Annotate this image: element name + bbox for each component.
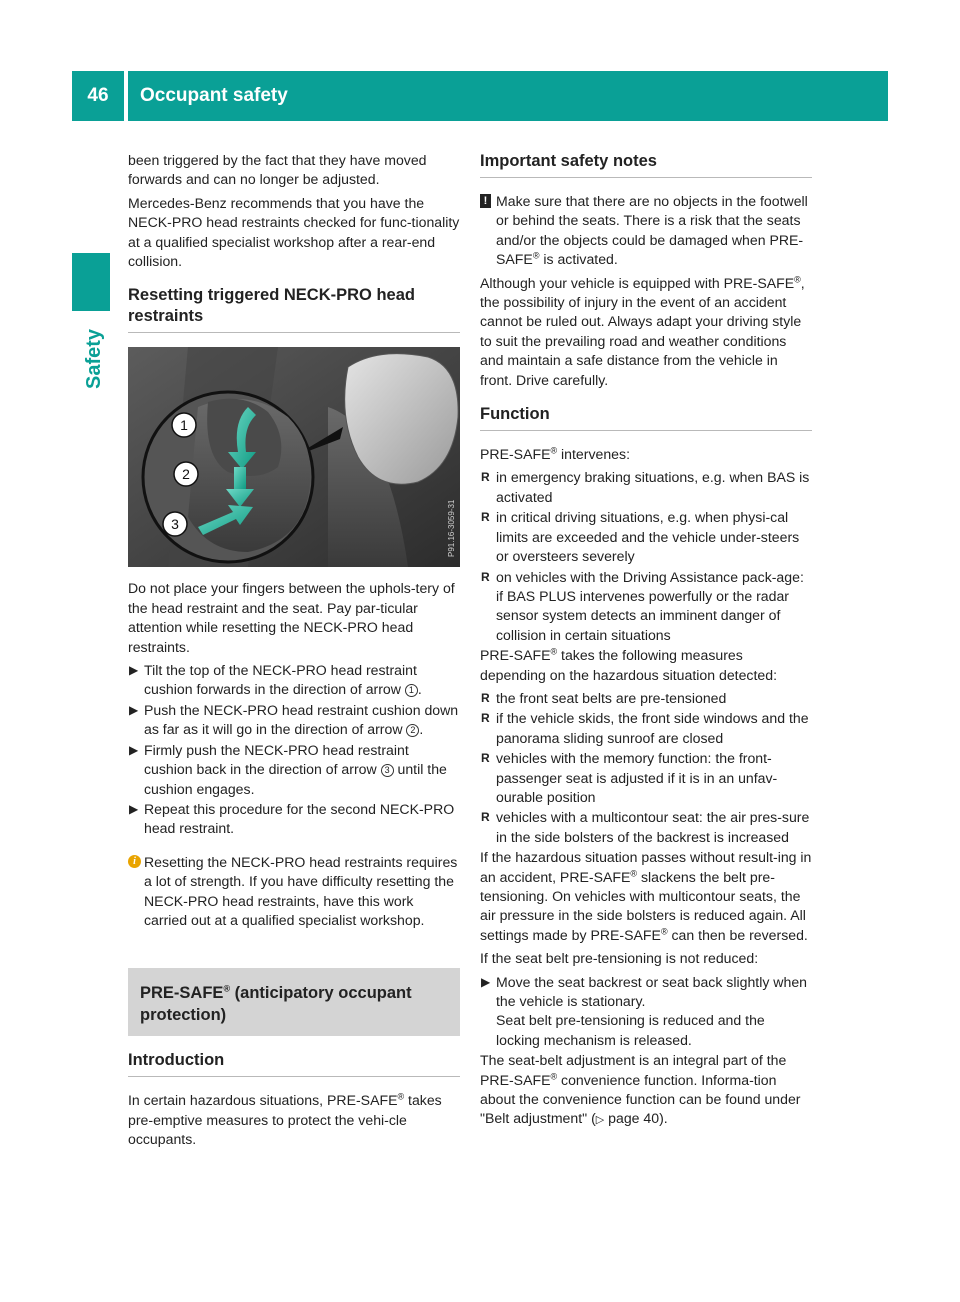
step-item: ▶ Repeat this procedure for the second NECK-PRO head restraint. [129, 800, 455, 837]
paragraph-intro-2: Mercedes-Benz recommends that you have the NECK-PRO head restraints checked for func-tionality at a qualified specialist workshop after a rear-end collision. [128, 194, 460, 270]
svg-text:1: 1 [180, 417, 188, 434]
step-item: ▶ Tilt the top of the NECK-PRO head restraint cushion forwards in the direction of arrow 1 . [129, 662, 422, 698]
head-restraint-illustration [128, 347, 460, 567]
paragraph-passes: If the hazardous situation passes without result-ing in an accident, PRE-SAFE® slackens the belt pre-tensioning. On vehicles with multicontour seats, the air pressure in the side bolsters is reduced again. All settings made by PRE-SAFE® can then be reversed. [480, 849, 812, 943]
header-separator [124, 71, 128, 121]
warning-icon: ! [480, 194, 491, 208]
info-note: i Resetting the NECK-PRO head restraints requires a lot of strength. If you have difficulty resetting the NECK-PRO head restraints, have this work carried out at a qualified specialist workshop. [128, 853, 460, 931]
list-item: R on vehicles with the Driving Assistance pack-age: if BAS PLUS intervenes powerfully or the radar sensor system detects an imminent danger of collision in certain situations [481, 568, 804, 643]
svg-text:2: 2 [182, 466, 190, 483]
list-item: R vehicles with a multicontour seat: the air pres-sure in the side bolsters of the backrest is increased [481, 809, 810, 845]
right-column [480, 151, 812, 1135]
list-item: R if the vehicle skids, the front side windows and the panorama sliding sunroof are closed [481, 710, 809, 746]
introduction-paragraph: In certain hazardous situations, PRE-SAFE® takes pre-emptive measures to protect the vehi-cle occupants. [128, 1091, 442, 1148]
step-arrow-icon: ▶ [129, 702, 139, 717]
warning-note: ! Make sure that there are no objects in the footwell or behind the seats. There is a risk that the seats and/or the objects could be damaged when PRE-SAFE® is activated. [480, 192, 812, 270]
measures-list [480, 689, 812, 847]
chapter-title: Occupant safety [140, 85, 288, 106]
reset-steps [128, 661, 460, 839]
paragraph-integral: The seat-belt adjustment is an integral part of the PRE-SAFE® convenience function. Informa-tion about the convenience function can be found under "Belt adjustment" (▷ page 40). [480, 1052, 801, 1127]
list-item: R in critical driving situations, e.g. when physi-cal limits are exceeded and the vehicle under-steers or oversteers severely [481, 509, 800, 565]
arrow-number-badge: 3 [381, 764, 394, 777]
page-number: 46 [87, 85, 109, 106]
intervene-list [480, 468, 812, 645]
info-icon: i [128, 855, 141, 868]
list-item: R in emergency braking situations, e.g. when BAS is activated [481, 469, 810, 505]
paragraph-although: Although your vehicle is equipped with PRE-SAFE®, the possibility of injury in the event of an accident cannot be ruled out. Always adapt your driving style to suit the prevailing road and weather conditions and maintain a safe distance from the vehicle in front. Drive carefully. [480, 273, 805, 388]
list-item: R vehicles with the memory function: the front-passenger seat is adjusted if it is in an unfav-ourable position [481, 750, 778, 805]
pre-safe-section-box [128, 968, 460, 1036]
step-arrow-icon: ▶ [129, 742, 139, 757]
left-column [128, 151, 460, 1154]
figure-code: P91.16-3059-31 [447, 500, 456, 558]
side-tab-block [72, 253, 110, 311]
paragraph-not-reduced: If the seat belt pre-tensioning is not reduced: [480, 950, 759, 967]
step-item: ▶ Firmly push the NECK-PRO head restraint cushion back in the direction of arrow 3 until the cushion engages. [129, 741, 447, 797]
step-item: ▶ Push the NECK-PRO head restraint cushion down as far as it will go in the direction of arrow 2 . [129, 701, 459, 738]
page-reference-arrow-icon: ▷ [595, 1114, 605, 1127]
page-reference-link[interactable]: page 40 [608, 1110, 660, 1127]
callout-1 [172, 413, 196, 437]
callout-2 [174, 462, 198, 486]
heading-important-safety-notes: Important safety notes [480, 151, 812, 178]
heading-resetting: Resetting triggered NECK-PRO head restraints [128, 285, 460, 333]
list-item: R the front seat belts are pre-tensioned [481, 689, 727, 706]
caution-paragraph: Do not place your fingers between the uphols-tery of the head restraint and the seat. Pay par-ticular attention while resetting the NECK-PRO head restraints. [128, 580, 455, 655]
arrow-number-badge: 2 [406, 724, 419, 737]
arrow-number-badge: 1 [405, 684, 418, 697]
heading-introduction: Introduction [128, 1050, 460, 1077]
step-arrow-icon: ▶ [129, 663, 139, 678]
step-arrow-icon: ▶ [129, 801, 139, 816]
step-arrow-icon: ▶ [481, 974, 491, 989]
paragraph-intervenes: PRE-SAFE® intervenes: [480, 445, 630, 463]
callout-3 [163, 512, 187, 536]
heading-function: Function [480, 404, 812, 431]
step-item: ▶ Move the seat backrest or seat back slightly when the vehicle is stationary. Seat belt pre-tensioning is reduced and the locking mechanism is released. [481, 973, 807, 1048]
head-restraint-figure [128, 347, 460, 567]
svg-text:3: 3 [171, 516, 179, 533]
pre-safe-section-title: PRE-SAFE® (anticipatory occupant protection) [140, 983, 412, 1025]
paragraph-measures: PRE-SAFE® takes the following measures depending on the hazardous situation detected: [480, 646, 777, 683]
paragraph-intro-1: been triggered by the fact that they have moved forwards and can no longer be adjusted. [128, 152, 427, 188]
side-tab-label: Safety [83, 328, 105, 389]
